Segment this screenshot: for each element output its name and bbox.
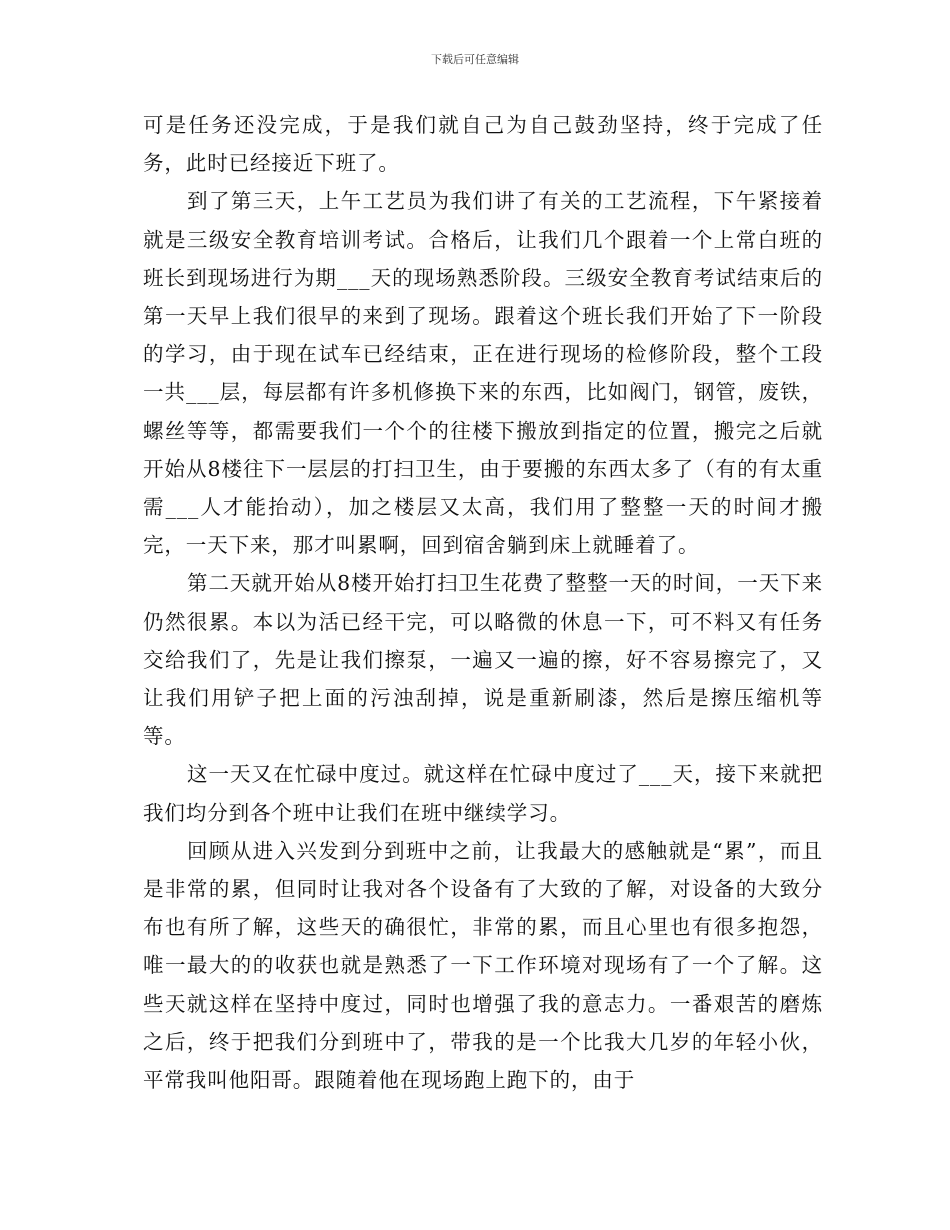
paragraph-4: 这一天又在忙碌中度过。就这样在忙碌中度过了___天，接下来就把我们均分到各个班中让我们在班中继续学习。 [143,762,823,825]
paragraph-5: 回顾从进入兴发到分到班中之前，让我最大的感触就是“累”，而且是非常的累，但同时让我对各个设备有了大致的了解，对设备的大致分布也有所了解，这些天的确很忙，非常的累，而且心里也有很多抱怨，唯一最大的的收获也就是熟悉了一下工作环境对现场有了一个了解。这些天就这样在坚持中度过，同时也增强了我的意志力。一番艰苦的磨炼之后，终于把我们分到班中了，带我的是一个比我大几岁的年轻小伙，平常我叫他阳哥。跟随着他在现场跑上跑下的，由于 [143,838,823,1093]
page-header: 下载后可任意编辑 [431,53,519,66]
document-body [143,106,823,1099]
paragraph-1: 可是任务还没完成，于是我们就自己为自己鼓劲坚持，终于完成了任务，此时已经接近下班了。 [143,113,823,176]
paragraph-3: 第二天就开始从8楼开始打扫卫生花费了整整一天的时间，一天下来仍然很累。本以为活已经干完，可以略微的休息一下，可不料又有任务交给我们了，先是让我们擦泵，一遍又一遍的擦，好不容易擦完了，又让我们用铲子把上面的污浊刮掉，说是重新刷漆，然后是擦压缩机等等。 [143,571,823,749]
paragraph-2: 到了第三天，上午工艺员为我们讲了有关的工艺流程，下午紧接着就是三级安全教育培训考试。合格后，让我们几个跟着一个上常白班的班长到现场进行为期___天的现场熟悉阶段。三级安全教育考试结束后的第一天早上我们很早的来到了现场。跟着这个班长我们开始了下一阶段的学习，由于现在试车已经结束，正在进行现场的检修阶段，整个工段一共___层，每层都有许多机修换下来的东西，比如阀门，钢管，废铁，螺丝等等，都需要我们一个个的往楼下搬放到指定的位置，搬完之后就开始从8楼往下一层层的打扫卫生，由于要搬的东西太多了（有的有太重需___人才能抬动），加之楼层又太高，我们用了整整一天的时间才搬完，一天下来，那才叫累啊，回到宿舍躺到床上就睡着了。 [143,189,823,558]
